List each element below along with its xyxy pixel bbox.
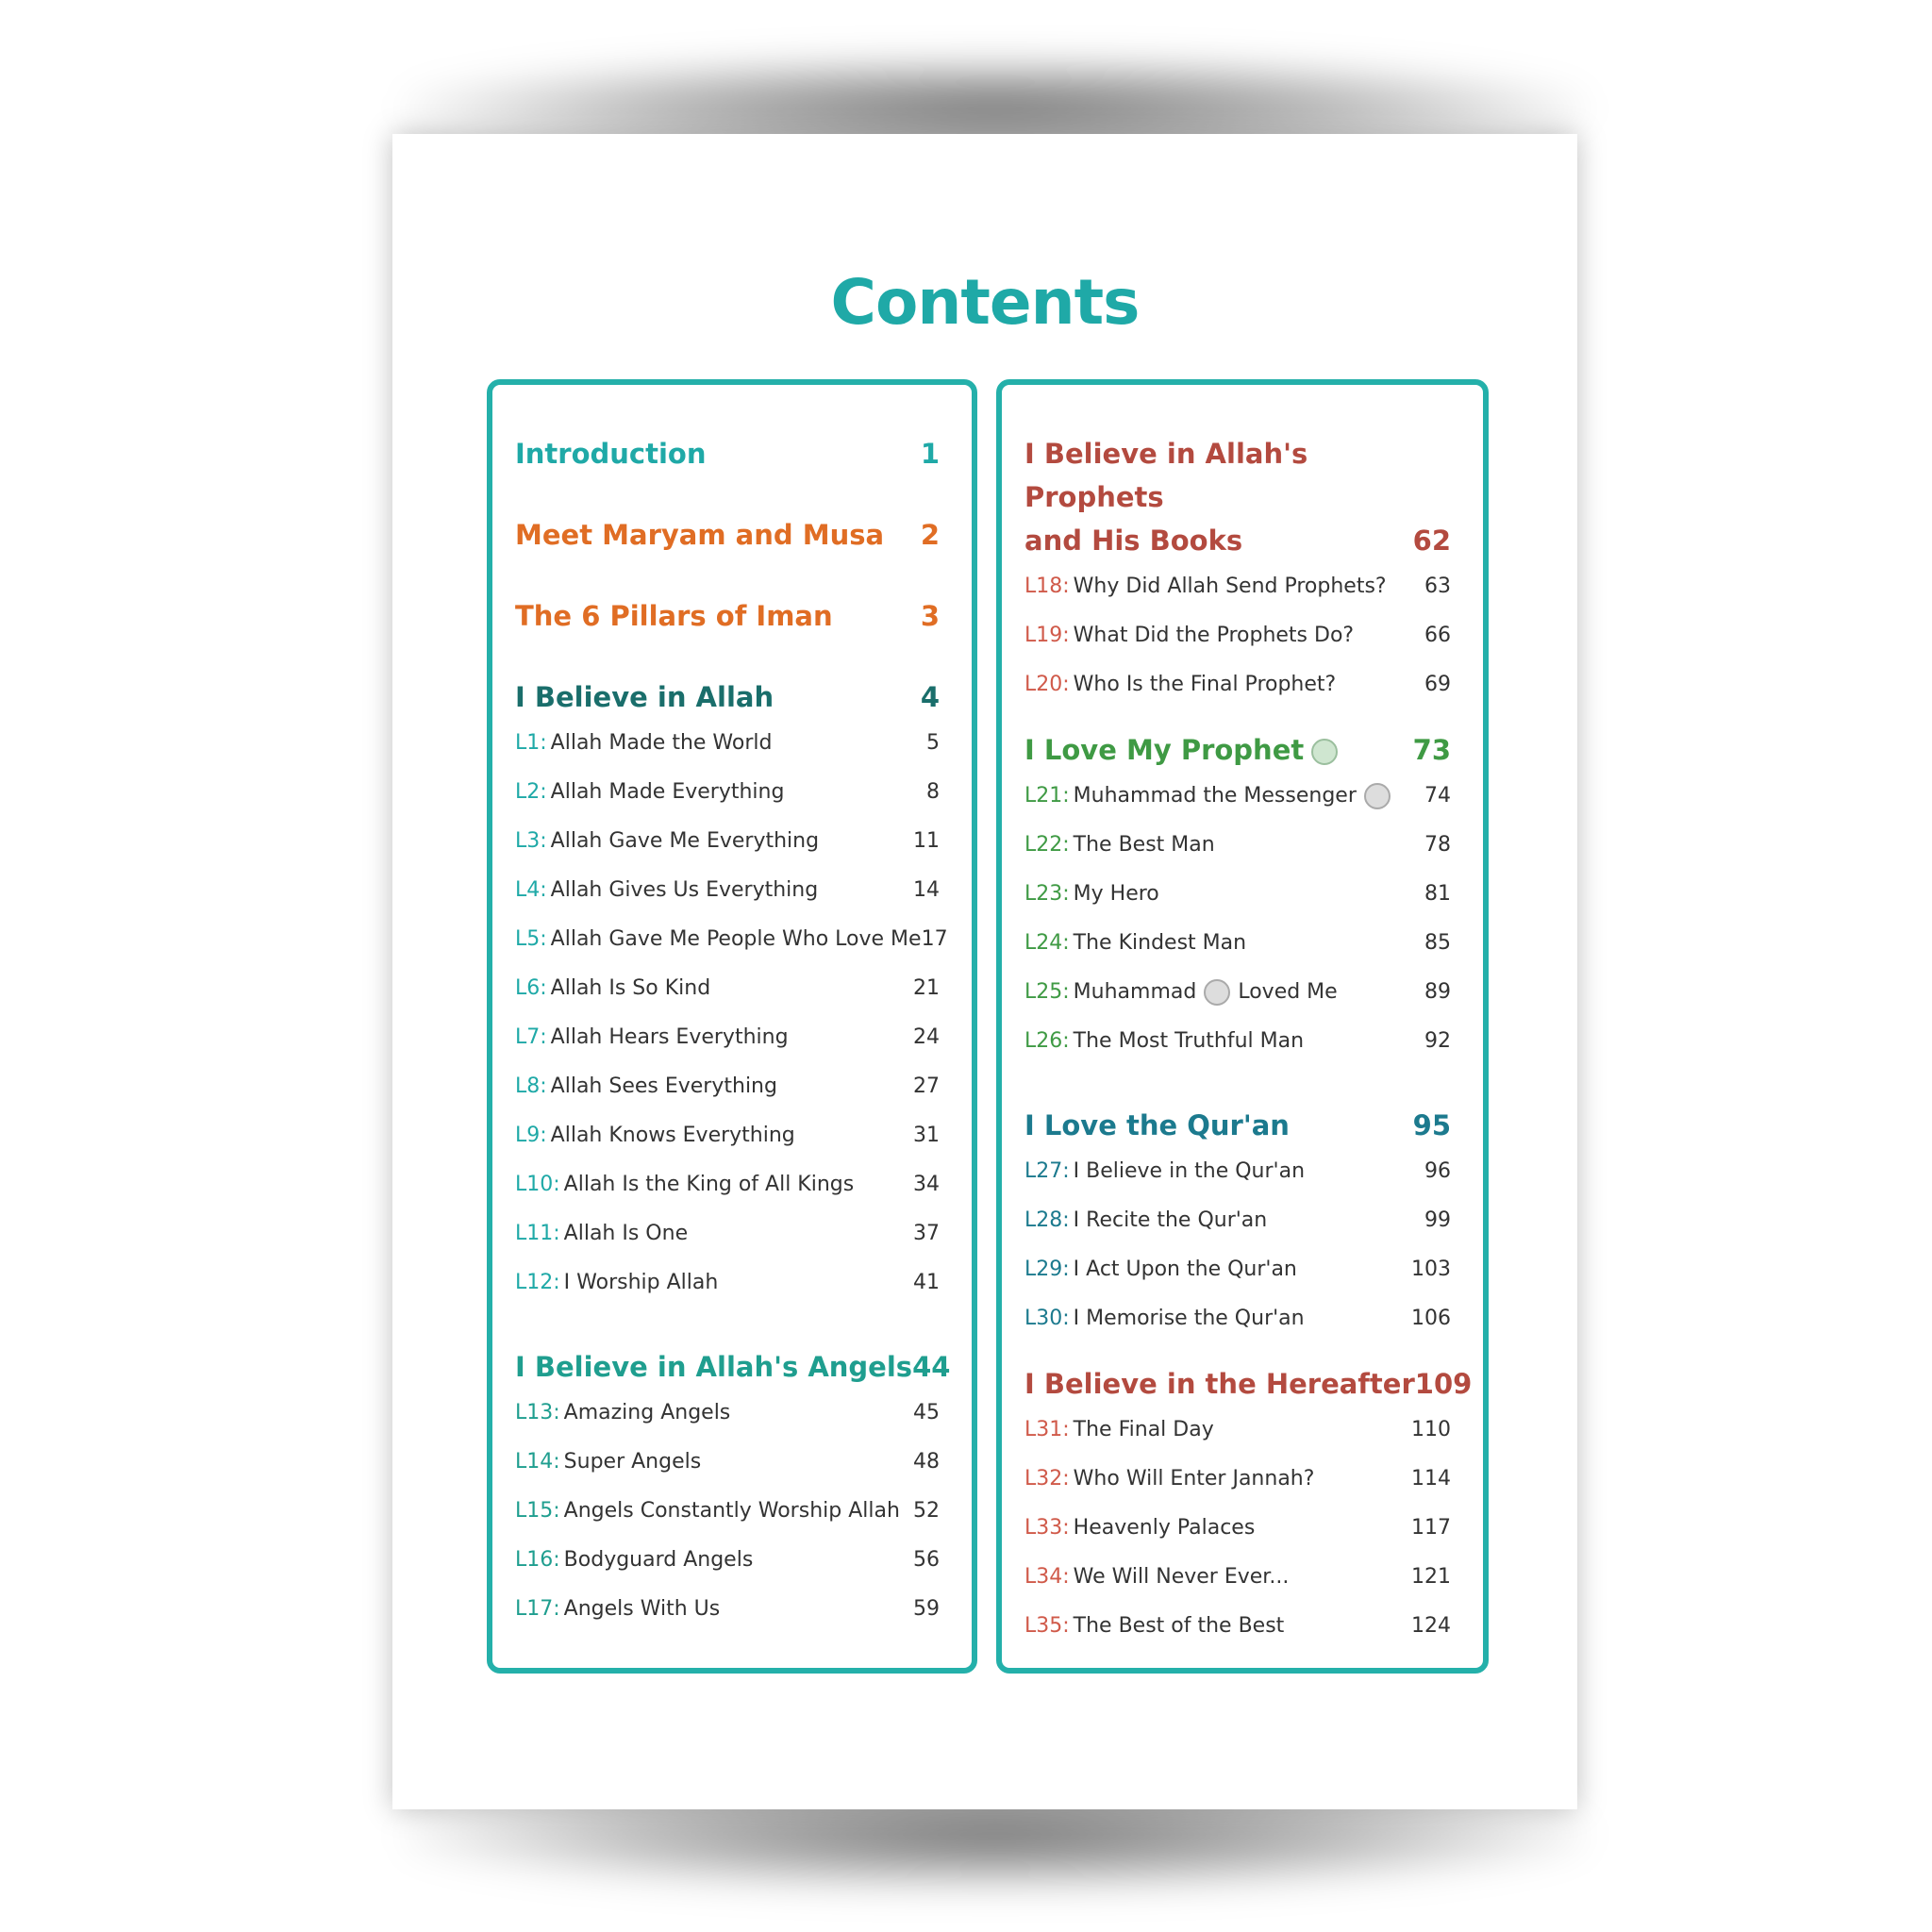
section-title: The 6 Pillars of Iman xyxy=(515,600,833,632)
lesson-title: Bodyguard Angels xyxy=(563,1548,754,1572)
lesson-code: L15: xyxy=(515,1499,560,1523)
lesson-title: Allah Gave Me Everything xyxy=(550,829,820,853)
pbuh-seal-icon xyxy=(1204,979,1230,1006)
lesson-code: L28: xyxy=(1024,1208,1070,1232)
lesson-title: Allah Is the King of All Kings xyxy=(563,1173,855,1196)
lesson-title: Allah Made the World xyxy=(550,731,773,755)
lesson-code: L19: xyxy=(1024,624,1070,647)
lesson-page: 11 xyxy=(913,829,940,853)
lesson-code: L4: xyxy=(515,878,547,902)
lesson-code: L22: xyxy=(1024,833,1070,857)
lesson-code: L18: xyxy=(1024,575,1070,598)
section-page: 3 xyxy=(920,600,940,632)
lesson-page: 121 xyxy=(1411,1565,1451,1589)
lesson-title: Angels Constantly Worship Allah xyxy=(563,1499,900,1523)
lesson-code: L14: xyxy=(515,1450,560,1474)
lesson-entry[interactable] xyxy=(1024,1196,1451,1245)
toc-section-believe-angels[interactable] xyxy=(515,1345,951,1389)
lesson-title-part: Muhammad xyxy=(1073,980,1197,1004)
lesson-entry[interactable] xyxy=(1024,1294,1451,1343)
lesson-page: 24 xyxy=(913,1025,940,1049)
lesson-title-part: Loved Me xyxy=(1238,980,1338,1004)
lesson-code: L29: xyxy=(1024,1257,1070,1281)
lesson-title: Allah Gave Me People Who Love Me xyxy=(550,927,922,951)
lesson-page: 81 xyxy=(1424,882,1451,906)
toc-section-love-quran[interactable] xyxy=(1024,1104,1451,1147)
lesson-page: 31 xyxy=(913,1124,940,1147)
section-title: I Believe in Allah xyxy=(515,681,774,713)
lesson-list-angels xyxy=(515,1389,940,1634)
pbuh-seal-icon xyxy=(1311,739,1338,765)
section-page: 95 xyxy=(1412,1109,1451,1141)
pbuh-seal-icon xyxy=(1364,783,1391,809)
page-title: Contents xyxy=(830,266,1140,339)
lesson-page: 34 xyxy=(913,1173,940,1196)
lesson-entry[interactable] xyxy=(1024,968,1451,1017)
lesson-title: Allah Is One xyxy=(563,1222,689,1245)
lesson-list-prophets xyxy=(1024,562,1451,709)
lesson-entry[interactable] xyxy=(515,1013,940,1062)
section-title: Introduction xyxy=(515,438,707,470)
toc-section-love-prophet[interactable] xyxy=(1024,728,1451,772)
section-title: I Love the Qur'an xyxy=(1024,1109,1290,1141)
lesson-code: L34: xyxy=(1024,1565,1070,1589)
lesson-list-hereafter xyxy=(1024,1406,1451,1651)
lesson-title: Super Angels xyxy=(563,1450,702,1474)
lesson-page: 17 xyxy=(921,927,948,951)
lesson-title: Amazing Angels xyxy=(563,1401,731,1424)
section-title-line1: I Believe in Allah's Prophets xyxy=(1024,438,1308,513)
lesson-entry[interactable] xyxy=(515,1062,940,1111)
lesson-code: L31: xyxy=(1024,1418,1070,1441)
lesson-page: 52 xyxy=(913,1499,940,1523)
lesson-page: 96 xyxy=(1424,1159,1451,1183)
lesson-title: The Best of the Best xyxy=(1073,1614,1285,1638)
lesson-title: We Will Never Ever... xyxy=(1073,1565,1290,1589)
lesson-page: 59 xyxy=(913,1597,940,1621)
lesson-entry[interactable] xyxy=(515,768,940,817)
lesson-entry[interactable] xyxy=(1024,1602,1451,1651)
lesson-page: 66 xyxy=(1424,624,1451,647)
section-title-line2: and His Books xyxy=(1024,525,1243,557)
lesson-page: 117 xyxy=(1411,1516,1451,1540)
lesson-title: Allah Gives Us Everything xyxy=(550,878,819,902)
lesson-entry[interactable] xyxy=(1024,919,1451,968)
lesson-entry[interactable] xyxy=(1024,1147,1451,1196)
lesson-page: 56 xyxy=(913,1548,940,1572)
lesson-code: L2: xyxy=(515,780,547,804)
section-page: 109 xyxy=(1414,1368,1473,1400)
section-page: 2 xyxy=(920,519,940,551)
lesson-page: 78 xyxy=(1424,833,1451,857)
lesson-entry[interactable] xyxy=(515,866,940,915)
lesson-entry[interactable] xyxy=(515,1258,940,1307)
lesson-title: Angels With Us xyxy=(563,1597,721,1621)
lesson-entry[interactable] xyxy=(515,1585,940,1634)
left-contents-box xyxy=(487,379,977,1674)
lesson-page: 27 xyxy=(913,1074,940,1098)
lesson-page: 41 xyxy=(913,1271,940,1294)
lesson-code: L10: xyxy=(515,1173,560,1196)
lesson-entry[interactable] xyxy=(1024,611,1451,660)
section-title: I Love My Prophet xyxy=(1024,734,1305,766)
lesson-page: 37 xyxy=(913,1222,940,1245)
lesson-title: Who Is the Final Prophet? xyxy=(1073,673,1337,696)
lesson-entry[interactable] xyxy=(515,915,948,964)
lesson-page: 5 xyxy=(926,731,940,755)
lesson-code: L7: xyxy=(515,1025,547,1049)
lesson-title: Who Will Enter Jannah? xyxy=(1073,1467,1315,1491)
section-page: 1 xyxy=(920,438,940,470)
lesson-entry[interactable] xyxy=(1024,1017,1451,1066)
section-title: I Believe in the Hereafter xyxy=(1024,1368,1415,1400)
lesson-title: My Hero xyxy=(1073,882,1159,906)
lesson-title: Allah Is So Kind xyxy=(550,976,711,1000)
lesson-code: L20: xyxy=(1024,673,1070,696)
lesson-entry[interactable] xyxy=(515,1536,940,1585)
lesson-entry[interactable] xyxy=(1024,1455,1451,1504)
lesson-title: Allah Hears Everything xyxy=(550,1025,789,1049)
lesson-entry[interactable] xyxy=(515,719,940,768)
lesson-page: 110 xyxy=(1411,1418,1451,1441)
lesson-page: 103 xyxy=(1411,1257,1451,1281)
lesson-entry[interactable] xyxy=(515,1160,940,1209)
lesson-title: The Kindest Man xyxy=(1073,931,1247,955)
lesson-title: I Act Upon the Qur'an xyxy=(1073,1257,1297,1281)
lesson-page: 14 xyxy=(913,878,940,902)
lesson-code: L23: xyxy=(1024,882,1070,906)
section-page: 4 xyxy=(920,681,940,713)
lesson-title: I Worship Allah xyxy=(563,1271,719,1294)
lesson-page: 74 xyxy=(1424,784,1451,808)
toc-section-believe-hereafter[interactable] xyxy=(1024,1362,1473,1406)
lesson-title: The Final Day xyxy=(1073,1418,1214,1441)
lesson-entry[interactable] xyxy=(1024,562,1451,611)
lesson-entry[interactable] xyxy=(515,1389,940,1438)
right-contents-box xyxy=(996,379,1489,1674)
contents-page xyxy=(392,134,1577,1809)
lesson-entry[interactable] xyxy=(1024,660,1451,709)
toc-entry-pillars-of-iman[interactable] xyxy=(515,594,940,638)
lesson-title: Muhammad the Messenger xyxy=(1073,784,1357,808)
lesson-title: Allah Knows Everything xyxy=(550,1124,795,1147)
lesson-code: L6: xyxy=(515,976,547,1000)
lesson-code: L9: xyxy=(515,1124,547,1147)
section-page: 62 xyxy=(1412,525,1451,557)
section-page: 44 xyxy=(912,1351,951,1383)
lesson-title: I Memorise the Qur'an xyxy=(1073,1307,1305,1330)
lesson-page: 8 xyxy=(926,780,940,804)
lesson-page: 21 xyxy=(913,976,940,1000)
lesson-page: 99 xyxy=(1424,1208,1451,1232)
lesson-title: What Did the Prophets Do? xyxy=(1073,624,1355,647)
lesson-code: L5: xyxy=(515,927,547,951)
lesson-entry[interactable] xyxy=(1024,1406,1451,1455)
lesson-entry[interactable] xyxy=(515,1438,940,1487)
lesson-code: L27: xyxy=(1024,1159,1070,1183)
lesson-code: L35: xyxy=(1024,1614,1070,1638)
lesson-page: 69 xyxy=(1424,673,1451,696)
lesson-code: L24: xyxy=(1024,931,1070,955)
lesson-title: The Most Truthful Man xyxy=(1073,1029,1305,1053)
lesson-list-quran xyxy=(1024,1147,1451,1343)
lesson-page: 85 xyxy=(1424,931,1451,955)
lesson-title: I Recite the Qur'an xyxy=(1073,1208,1268,1232)
lesson-code: L26: xyxy=(1024,1029,1070,1053)
lesson-entry[interactable] xyxy=(1024,1504,1451,1553)
lesson-entry[interactable] xyxy=(515,1111,940,1160)
lesson-page: 48 xyxy=(913,1450,940,1474)
lesson-page: 124 xyxy=(1411,1614,1451,1638)
lesson-code: L33: xyxy=(1024,1516,1070,1540)
lesson-entry[interactable] xyxy=(515,1209,940,1258)
lesson-page: 106 xyxy=(1411,1307,1451,1330)
section-title: I Believe in Allah's Angels xyxy=(515,1351,913,1383)
toc-section-believe-allah[interactable] xyxy=(515,675,940,719)
lesson-entry[interactable] xyxy=(1024,1553,1451,1602)
lesson-title: The Best Man xyxy=(1073,833,1215,857)
lesson-title: Allah Sees Everything xyxy=(550,1074,777,1098)
section-page: 73 xyxy=(1412,734,1451,766)
lesson-code: L3: xyxy=(515,829,547,853)
lesson-title: I Believe in the Qur'an xyxy=(1073,1159,1306,1183)
lesson-code: L8: xyxy=(515,1074,547,1098)
lesson-title: Why Did Allah Send Prophets? xyxy=(1073,575,1387,598)
lesson-code: L13: xyxy=(515,1401,560,1424)
lesson-code: L32: xyxy=(1024,1467,1070,1491)
lesson-page: 89 xyxy=(1424,980,1451,1004)
lesson-list-allah xyxy=(515,719,948,1307)
lesson-entry[interactable] xyxy=(515,1487,940,1536)
toc-section-believe-prophets[interactable] xyxy=(1024,432,1451,562)
lesson-code: L25: xyxy=(1024,980,1070,1004)
lesson-page: 63 xyxy=(1424,575,1451,598)
lesson-code: L16: xyxy=(515,1548,560,1572)
lesson-code: L12: xyxy=(515,1271,560,1294)
lesson-code: L30: xyxy=(1024,1307,1070,1330)
toc-entry-introduction[interactable] xyxy=(515,432,940,475)
lesson-title: Allah Made Everything xyxy=(550,780,785,804)
lesson-entry[interactable] xyxy=(1024,870,1451,919)
lesson-code: L1: xyxy=(515,731,547,755)
lesson-code: L17: xyxy=(515,1597,560,1621)
lesson-title: Heavenly Palaces xyxy=(1073,1516,1256,1540)
lesson-entry[interactable] xyxy=(1024,772,1451,821)
lesson-list-love-prophet xyxy=(1024,772,1451,1066)
lesson-entry[interactable] xyxy=(515,817,940,866)
lesson-code: L11: xyxy=(515,1222,560,1245)
section-title: Meet Maryam and Musa xyxy=(515,519,885,551)
lesson-page: 45 xyxy=(913,1401,940,1424)
lesson-code: L21: xyxy=(1024,784,1070,808)
lesson-entry[interactable] xyxy=(515,964,940,1013)
lesson-page: 92 xyxy=(1424,1029,1451,1053)
toc-entry-meet-maryam-musa[interactable] xyxy=(515,513,940,557)
lesson-entry[interactable] xyxy=(1024,1245,1451,1294)
lesson-page: 114 xyxy=(1411,1467,1451,1491)
lesson-entry[interactable] xyxy=(1024,821,1451,870)
